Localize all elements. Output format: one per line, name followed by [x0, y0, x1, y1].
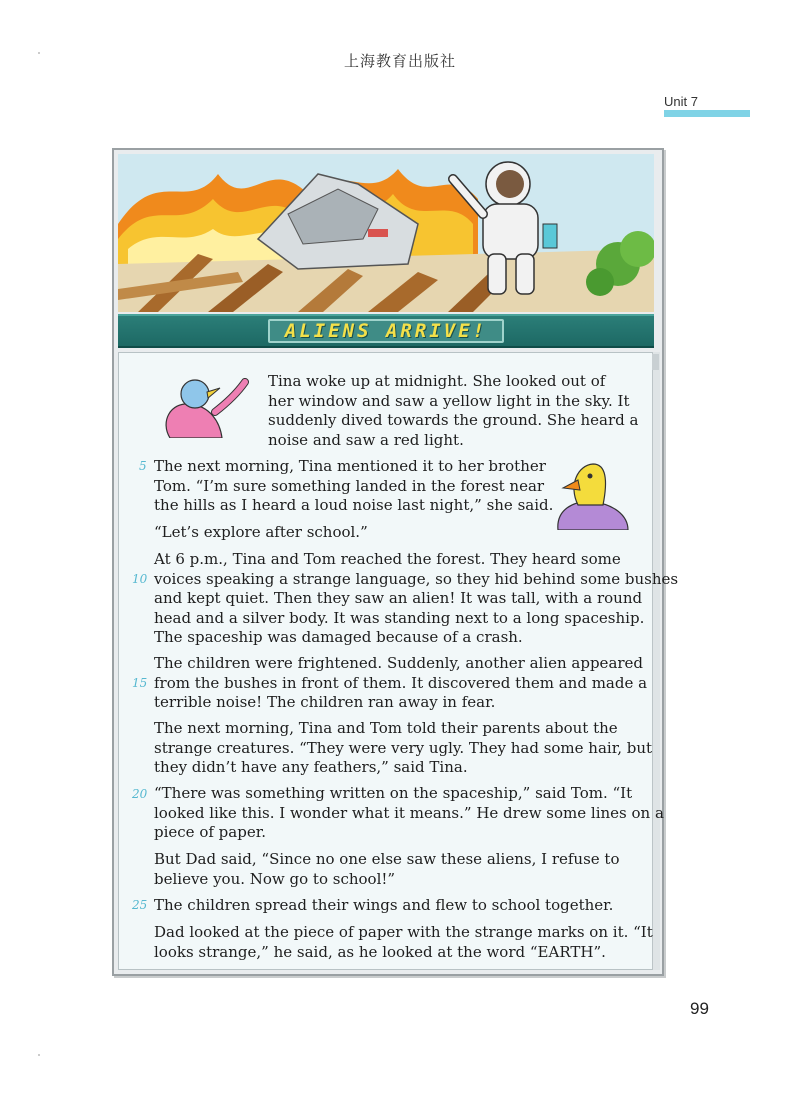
story-line: Tom. “I’m sure something landed in the forest near	[154, 476, 545, 495]
story-line: The next morning, Tina mentioned it to her brother	[154, 457, 546, 475]
story-line: But Dad said, “Since no one else saw these aliens, I refuse to	[154, 850, 620, 868]
story-line: and kept quiet. Then they saw an alien! It was tall, with a round	[154, 589, 643, 607]
story-paragraph-5	[154, 654, 647, 713]
story-line: believe you. Now go to school!”	[154, 869, 396, 888]
story-paragraph-9	[154, 896, 613, 916]
story-line: Tina woke up at midnight. She looked out of	[268, 372, 606, 390]
story-line: looks strange,” he said, as he looked at the word “EARTH”.	[154, 942, 606, 961]
page-number: 99	[690, 999, 709, 1018]
pink-bird-icon	[150, 372, 254, 438]
unit-accent-bar	[664, 110, 750, 117]
publisher-name: 上海教育出版社	[343, 52, 456, 70]
story-line: piece of paper.	[154, 823, 266, 841]
story-line: The spaceship was damaged because of a crash.	[154, 628, 523, 646]
story-line: The children spread their wings and flew to school together.	[154, 896, 614, 914]
story-paragraph-10	[154, 923, 653, 962]
scrollbar-track[interactable]	[652, 352, 660, 970]
story-paragraph-3	[154, 523, 368, 543]
story-line: the hills as I heard a loud noise last night,” she said.	[154, 496, 554, 514]
margin-dot	[38, 1054, 40, 1056]
line-number-15: 15	[132, 676, 148, 690]
story-line: her window and saw a yellow light in the sky. It	[268, 391, 630, 410]
story-line: “There was something written on the spaceship,” said Tom. “It	[154, 784, 633, 802]
story-line: voices speaking a strange language, so they hid behind some bushes	[154, 569, 679, 588]
story-paragraph-2	[154, 457, 553, 516]
story-line: Dad looked at the piece of paper with the strange marks on it. “It	[154, 923, 653, 941]
story-paragraph-7	[154, 784, 664, 843]
story-paragraph-1	[268, 372, 638, 450]
yellow-bird-icon	[548, 460, 640, 530]
story-line: head and a silver body. It was standing next to a long spaceship.	[154, 608, 645, 627]
line-number-10: 10	[132, 572, 148, 586]
story-line: noise and saw a red light.	[268, 430, 464, 449]
line-number-20: 20	[132, 787, 148, 801]
story-line: looked like this. I wonder what it means.” He drew some lines on a	[154, 803, 664, 822]
story-line: they didn’t have any feathers,” said Tina.	[154, 758, 468, 776]
scrollbar-thumb[interactable]	[652, 354, 659, 370]
story-paragraph-4	[154, 550, 678, 648]
story-line: strange creatures. “They were very ugly. They had some hair, but	[154, 738, 653, 757]
story-line: terrible noise! The children ran away in fear.	[154, 693, 496, 711]
story-line: At 6 p.m., Tina and Tom reached the forest. They heard some	[154, 550, 621, 568]
title-plate	[268, 319, 504, 343]
story-paragraph-8	[154, 850, 619, 889]
story-line: The next morning, Tina and Tom told their parents about the	[154, 719, 618, 737]
story-line: suddenly dived towards the ground. She heard a	[268, 411, 639, 429]
unit-label: Unit 7	[664, 94, 698, 109]
title-band	[118, 314, 654, 348]
line-number-25: 25	[132, 898, 148, 912]
lesson-title: ALIENS ARRIVE!	[284, 320, 488, 342]
story-paragraph-6	[154, 719, 652, 778]
crash-scene-illustration	[118, 154, 654, 312]
story-line: from the bushes in front of them. It discovered them and made a	[154, 673, 648, 692]
line-number-5: 5	[139, 459, 147, 473]
story-line: The children were frightened. Suddenly, another alien appeared	[154, 654, 644, 672]
margin-dot	[38, 52, 40, 54]
story-line: “Let’s explore after school.”	[154, 523, 368, 541]
